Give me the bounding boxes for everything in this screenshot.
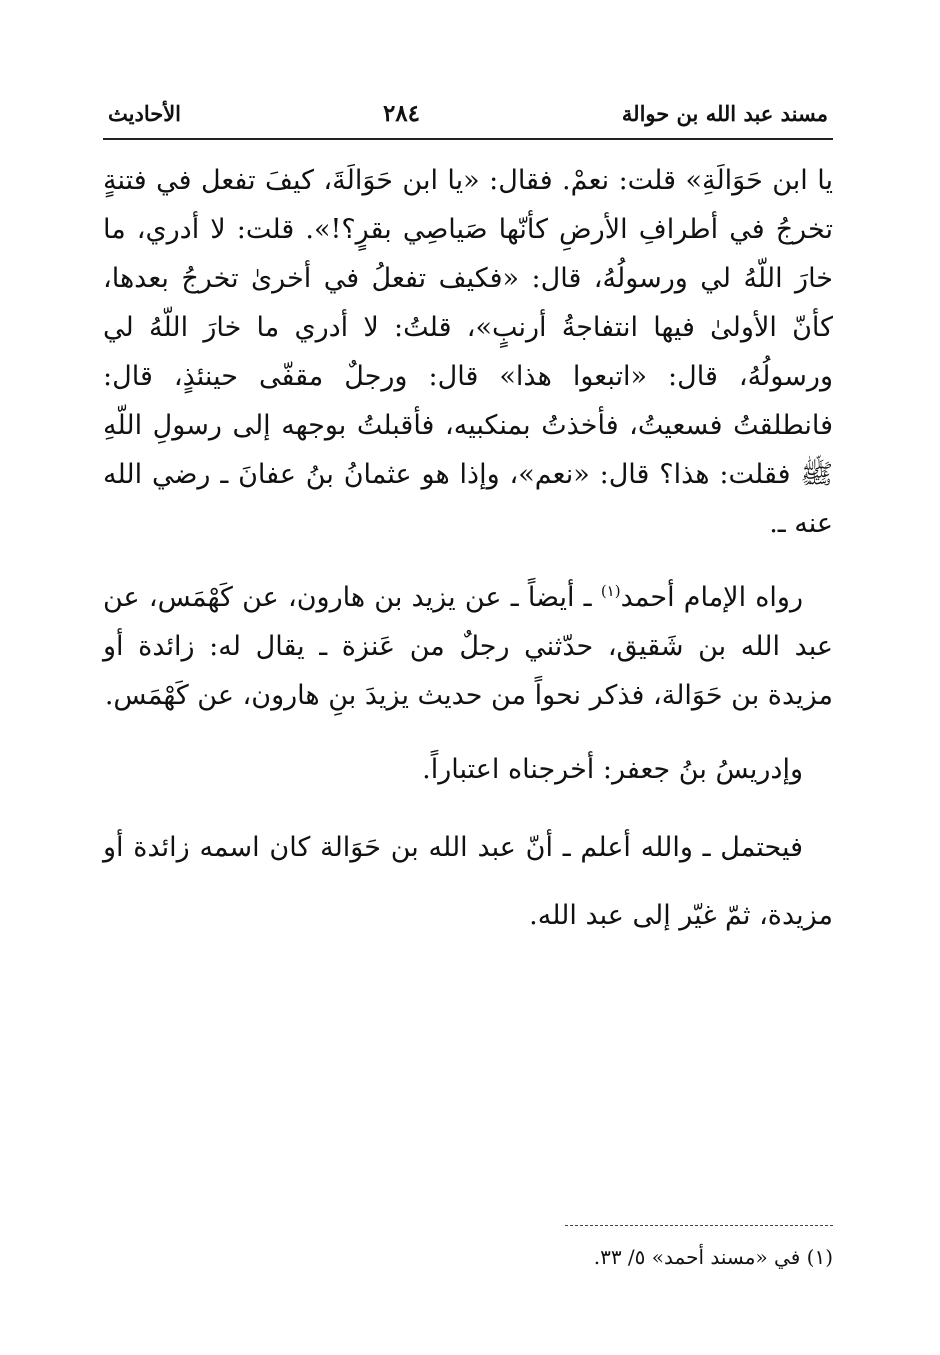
paragraph-hadith: يا ابن حَوَالَةِ» قلت: نعمْ. فقال: «يا ابن حَوَالَةَ، كيفَ تفعل في فتنةٍ تخرجُ في أطرافِ الأرضِ كأنّها صَياصِي بقرٍ؟!». قلت: لا أدري، ما خارَ اللّهُ لي ورسولُهُ، قال: «فكيف تفعلُ في أخرىٰ تخرجُ بعدها، كأنّ الأولىٰ فيها انتفاجةُ أرنبٍ»، قلتُ: لا أدري ما خارَ اللّهُ لي ورسولُهُ، قال: «اتبعوا هذا» قال: ورجلٌ مقفّى حينئذٍ، قال: فانطلقتُ فسعيتُ، فأخذتُ بمنكبيه، فأقبلتُ بوجهه إلى رسولِ اللّهِ ﷺ فقلت: هذا؟ قال: «نعم»، وإذا هو عثمانُ بنُ عفانَ ـ رضي الله عنه ـ. [103,164,833,539]
footnote-marker: (١) [600,581,621,600]
paragraph-idris: وإدريسُ بنُ جعفر: أخرجناه اعتباراً. [422,753,803,785]
narration-lead: رواه الإمام أحمد [620,581,804,613]
footnote: (١) في «مسند أحمد» ٥/ ٣٣. [593,1245,833,1269]
running-title-left: الأحاديث [108,101,182,126]
document-page [103,100,833,1300]
narration-rest: ـ أيضاً ـ عن يزيد بن هارون، عن كَهْمَس، عن عبد الله بن شَقيق، حدّثني رجلٌ من عَنزة ـ يقال له: زائدة أو مزيدة بن حَوَالة، فذكر نحواً من حديث يزيدَ بنِ هارون، عن كَهْمَس. [103,581,833,711]
page-header [103,100,833,140]
paragraph-narration [103,573,833,720]
page-number: ٢٨٤ [382,100,420,127]
main-text [103,156,833,950]
running-title-right: مسند عبد الله بن حوالة [621,101,828,126]
paragraph-conclusion: فيحتمل ـ والله أعلم ـ أنّ عبد الله بن حَوَالة كان اسمه زائدة أو مزيدة، ثمّ غيّر إلى عبد الله. [103,831,833,931]
footnote-divider [565,1225,833,1226]
